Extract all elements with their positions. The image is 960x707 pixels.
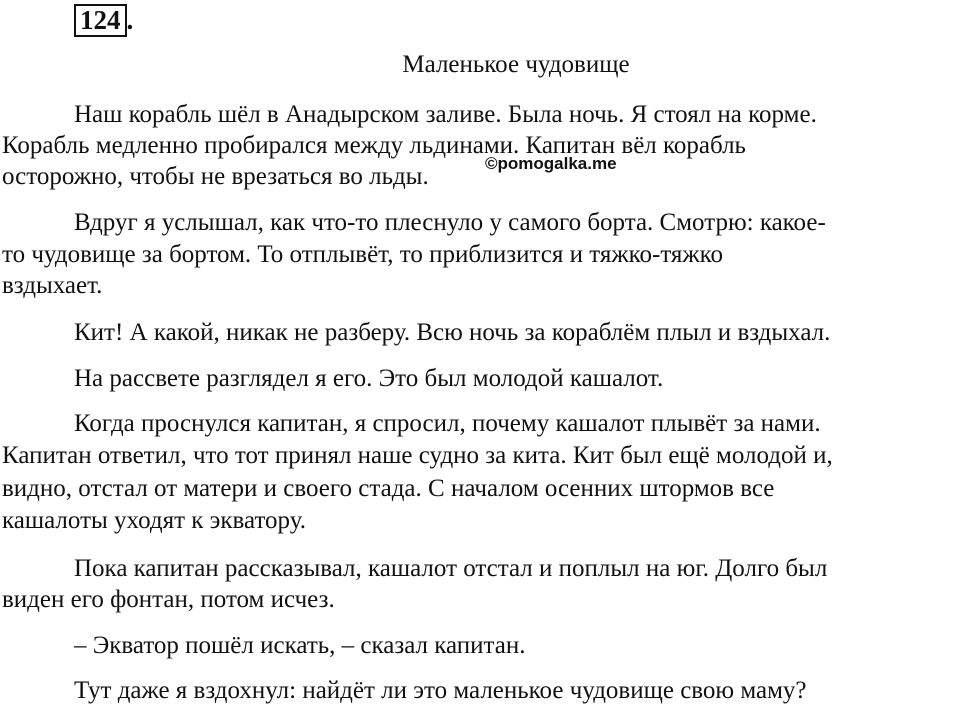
text-line: Тут даже я вздохнул: найдёт ли это маленькое чудовище свою маму? — [74, 677, 807, 704]
exercise-number — [74, 4, 133, 37]
text-line: вздыхает. — [2, 272, 103, 299]
text-line: виден его фонтан, потом исчез. — [2, 586, 335, 613]
text-line: то чудовище за бортом. То отплывёт, то приблизится и тяжко-тяжко — [2, 241, 724, 268]
text-line: видно, отстал от матери и своего стада. С началом осенних штормов все — [2, 475, 775, 502]
text-line: осторожно, чтобы не врезаться во льды. — [2, 163, 429, 190]
text-line: кашалоты уходят к экватору. — [2, 507, 306, 534]
text-line: Когда проснулся капитан, я спросил, почему кашалот плывёт за нами. — [74, 410, 821, 437]
text-line: Капитан ответил, что тот принял наше судно за кита. Кит был ещё молодой и, — [2, 442, 833, 469]
text-line: Вдруг я услышал, как что-то плеснуло у самого борта. Смотрю: какое- — [74, 209, 826, 236]
exercise-number-box: 124 — [74, 4, 127, 37]
text-line: – Экватор пошёл искать, – сказал капитан. — [74, 632, 526, 659]
text-line: Кит! А какой, никак не разберу. Всю ночь за кораблём плыл и вздыхал. — [74, 319, 831, 346]
text-line: Корабль медленно пробирался между льдинами. Капитан вёл корабль — [2, 132, 746, 159]
text-line: Пока капитан рассказывал, кашалот отстал и поплыл на юг. Долго был — [74, 555, 828, 582]
text-line: Наш корабль шёл в Анадырском заливе. Была ночь. Я стоял на корме. — [74, 101, 817, 128]
text-title: Маленькое чудовище — [402, 51, 630, 78]
watermark: ©pomogalka.me — [485, 154, 617, 173]
text-line: На рассвете разглядел я его. Это был молодой кашалот. — [74, 365, 664, 392]
exercise-number-punct: . — [126, 5, 134, 35]
